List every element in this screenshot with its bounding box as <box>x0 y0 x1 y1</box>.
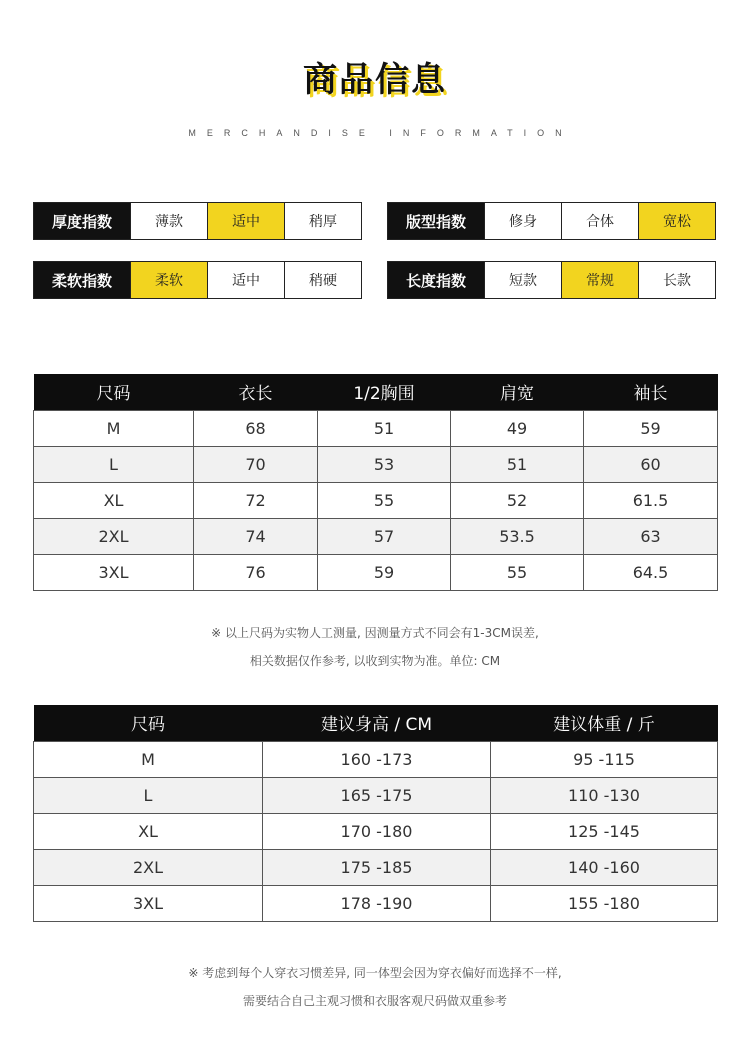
table-cell: 76 <box>194 554 318 590</box>
table-cell: 51 <box>451 446 584 482</box>
table-cell: 51 <box>318 410 451 446</box>
attr-option: 短款 <box>484 262 561 298</box>
attr-label: 版型指数 <box>388 203 484 239</box>
table-row <box>34 885 718 921</box>
table-row <box>34 741 718 777</box>
table-cell: 57 <box>318 518 451 554</box>
table-cell: 155 -180 <box>491 885 718 921</box>
title-wrap <box>0 52 750 101</box>
attr-label: 柔软指数 <box>34 262 130 298</box>
attr-option: 适中 <box>207 262 284 298</box>
attr-length <box>387 261 716 299</box>
attr-option: 长款 <box>638 262 715 298</box>
table-cell: XL <box>34 813 263 849</box>
table-row <box>34 482 718 518</box>
table-cell: 178 -190 <box>263 885 491 921</box>
attr-thickness <box>33 202 362 240</box>
column-header: 1/2胸围 <box>318 374 451 410</box>
table-cell: L <box>34 446 194 482</box>
table-cell: 53 <box>318 446 451 482</box>
attr-option: 稍硬 <box>284 262 361 298</box>
note-line: ※ 考虑到每个人穿衣习惯差异, 同一体型会因为穿衣偏好而选择不一样, <box>188 966 562 980</box>
table-cell: 59 <box>584 410 718 446</box>
table-cell: 165 -175 <box>263 777 491 813</box>
attr-softness <box>33 261 362 299</box>
table-cell: 160 -173 <box>263 741 491 777</box>
table-cell: 3XL <box>34 885 263 921</box>
table-header-row <box>34 374 718 410</box>
table-cell: 110 -130 <box>491 777 718 813</box>
recommend-table <box>33 705 718 922</box>
size-table <box>33 374 718 591</box>
table-cell: XL <box>34 482 194 518</box>
table-cell: 59 <box>318 554 451 590</box>
table-cell: 52 <box>451 482 584 518</box>
attr-label: 厚度指数 <box>34 203 130 239</box>
attr-option: 柔软 <box>130 262 207 298</box>
table-cell: M <box>34 741 263 777</box>
table-cell: 72 <box>194 482 318 518</box>
attr-label: 长度指数 <box>388 262 484 298</box>
attr-option: 适中 <box>207 203 284 239</box>
column-header: 尺码 <box>34 705 263 741</box>
table-header-row <box>34 705 718 741</box>
table-cell: 2XL <box>34 518 194 554</box>
table-cell: 63 <box>584 518 718 554</box>
table-row <box>34 849 718 885</box>
table-row <box>34 410 718 446</box>
table-cell: 74 <box>194 518 318 554</box>
note-line: 相关数据仅作参考, 以收到实物为准。单位: CM <box>249 654 501 668</box>
attr-option: 稍厚 <box>284 203 361 239</box>
table-cell: L <box>34 777 263 813</box>
table-cell: 53.5 <box>451 518 584 554</box>
table-row <box>34 813 718 849</box>
table-cell: 70 <box>194 446 318 482</box>
table-cell: 175 -185 <box>263 849 491 885</box>
page-subtitle: MERCHANDISE INFORMATION <box>188 128 573 138</box>
table-cell: 2XL <box>34 849 263 885</box>
note-line: ※ 以上尺码为实物人工测量, 因测量方式不同会有1-3CM误差, <box>211 626 539 640</box>
column-header: 建议身高 / CM <box>263 705 491 741</box>
column-header: 衣长 <box>194 374 318 410</box>
table-cell: M <box>34 410 194 446</box>
table-cell: 61.5 <box>584 482 718 518</box>
table-cell: 95 -115 <box>491 741 718 777</box>
column-header: 肩宽 <box>451 374 584 410</box>
note-line: 需要结合自己主观习惯和衣服客观尺码做双重参考 <box>242 994 507 1008</box>
column-header: 建议体重 / 斤 <box>491 705 718 741</box>
table-row <box>34 518 718 554</box>
table-cell: 60 <box>584 446 718 482</box>
attr-option: 合体 <box>561 203 638 239</box>
attr-option: 修身 <box>484 203 561 239</box>
table-cell: 3XL <box>34 554 194 590</box>
table-row <box>34 446 718 482</box>
column-header: 袖长 <box>584 374 718 410</box>
table-cell: 55 <box>318 482 451 518</box>
table-cell: 125 -145 <box>491 813 718 849</box>
recommend-note <box>0 959 750 1015</box>
attr-option: 薄款 <box>130 203 207 239</box>
table-cell: 64.5 <box>584 554 718 590</box>
size-note <box>0 619 750 675</box>
table-cell: 170 -180 <box>263 813 491 849</box>
table-row <box>34 777 718 813</box>
attr-option: 宽松 <box>638 203 715 239</box>
column-header: 尺码 <box>34 374 194 410</box>
table-cell: 55 <box>451 554 584 590</box>
attr-fit <box>387 202 716 240</box>
attr-option: 常规 <box>561 262 638 298</box>
table-cell: 68 <box>194 410 318 446</box>
table-row <box>34 554 718 590</box>
table-cell: 140 -160 <box>491 849 718 885</box>
page-title: 商品信息 <box>303 60 447 100</box>
table-cell: 49 <box>451 410 584 446</box>
